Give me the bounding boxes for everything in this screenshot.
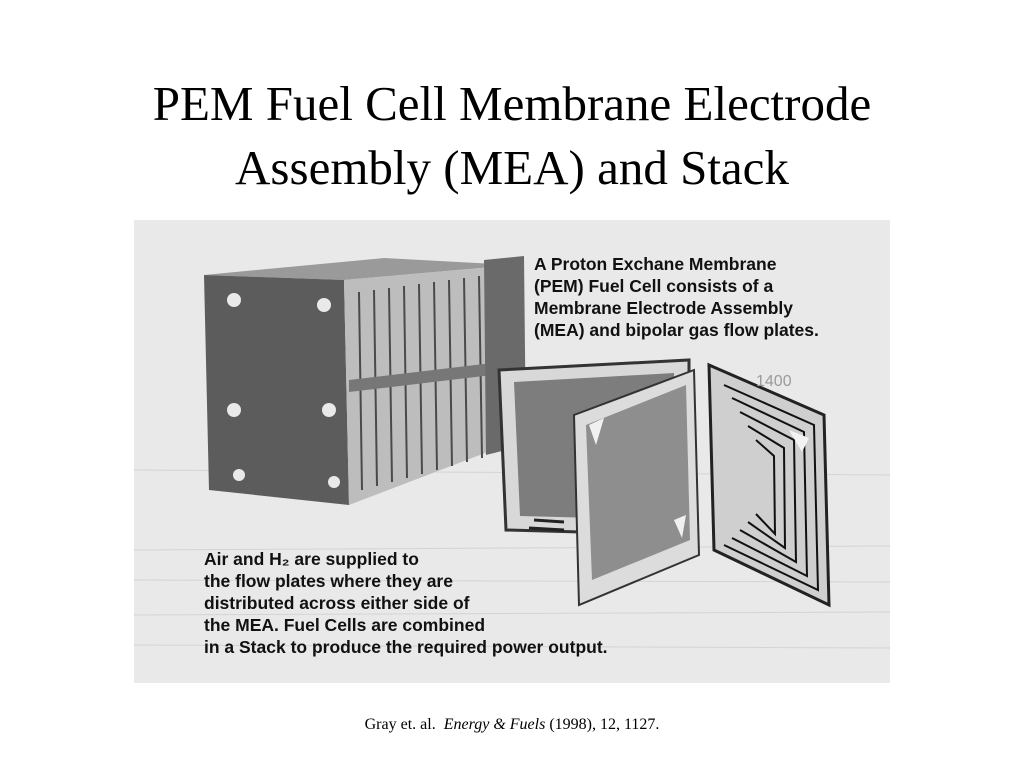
caption-top-line-1: A Proton Exchane Membrane	[534, 254, 777, 274]
caption-top-line-4: (MEA) and bipolar gas flow plates.	[534, 320, 819, 340]
scan-ghost-number: 1400	[756, 373, 792, 390]
caption-bottom-line-3: distributed across either side of	[204, 593, 470, 613]
slide-title	[0, 72, 1024, 200]
figure-caption-top	[534, 253, 819, 341]
citation-journal: Energy & Fuels	[443, 716, 546, 733]
title-line-2: Assembly (MEA) and Stack	[235, 140, 789, 195]
citation-details: (1998), 12, 1127.	[549, 716, 660, 733]
flow-field-plate-icon	[709, 365, 829, 605]
title-line-1: PEM Fuel Cell Membrane Electrode	[152, 76, 872, 131]
fuel-cell-figure	[134, 220, 890, 683]
caption-bottom-line-5: in a Stack to produce the required power output.	[204, 637, 608, 657]
citation-authors: Gray et. al.	[364, 716, 436, 733]
caption-bottom-line-4: the MEA. Fuel Cells are combined	[204, 615, 486, 635]
caption-top-line-3: Membrane Electrode Assembly	[534, 298, 794, 318]
caption-top-line-2: (PEM) Fuel Cell consists of a	[534, 276, 774, 296]
fuel-cell-stack-icon	[204, 256, 526, 505]
caption-bottom-line-2: the flow plates where they are	[204, 571, 453, 591]
figure-caption-bottom	[204, 548, 608, 658]
caption-bottom-line-1: Air and H₂ are supplied to	[204, 549, 419, 569]
citation	[0, 716, 1024, 734]
